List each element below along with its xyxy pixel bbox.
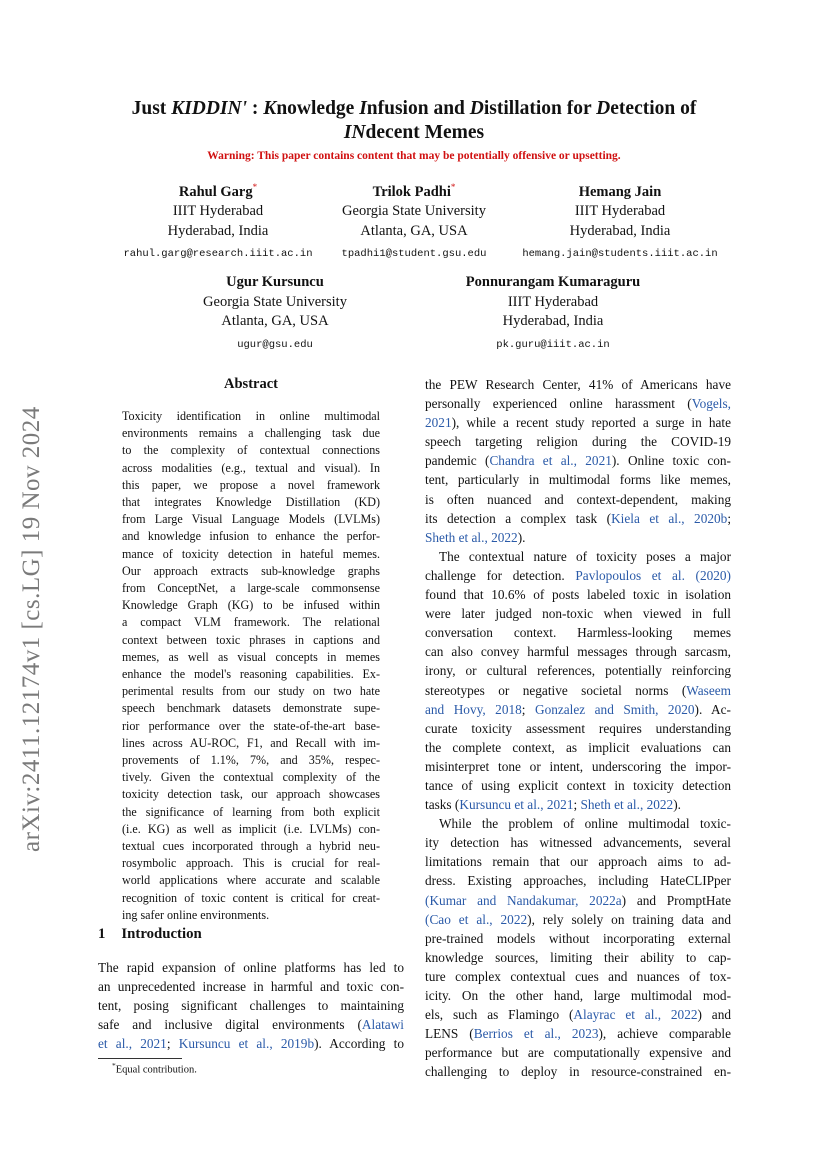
author-location: Hyderabad, India bbox=[569, 222, 671, 239]
text-run: were later judged non-toxic when viewed in full bbox=[425, 606, 731, 622]
text-run: ), while a recent study reported a surge in hate bbox=[451, 415, 731, 431]
text-line bbox=[425, 738, 731, 757]
text-run: ). bbox=[517, 529, 526, 545]
arxiv-identifier: arXiv:2411.12174v1 [cs.LG] 19 Nov 2024 bbox=[18, 406, 45, 852]
citation-link[interactable]: Kiela et al., 2020b bbox=[611, 510, 728, 526]
citation-link[interactable]: Alatawi bbox=[361, 1017, 404, 1033]
text-line bbox=[425, 413, 731, 432]
text-line bbox=[425, 642, 731, 661]
text-run: the complete context, as implicit evaluations can bbox=[425, 739, 731, 755]
citation-link[interactable]: Kursuncu et al., 2021 bbox=[459, 797, 574, 813]
abstract-line: mance of toxicity detection in hateful memes. bbox=[122, 546, 380, 561]
author-name: Ponnurangam Kumaraguru bbox=[465, 274, 641, 290]
abstract-line: a compact VLM framework. The relational bbox=[122, 615, 380, 630]
author-block-1: Rahul Garg* IIIT Hyderabad Hyderabad, India rahul.garg@research.iiit.ac.in bbox=[98, 178, 338, 265]
text-line bbox=[425, 776, 731, 795]
text-run: tance of using explicit context in toxicity detection bbox=[425, 777, 731, 793]
text-line bbox=[425, 585, 731, 604]
abstract-line: lines across AU-ROC, F1, and Recall with im- bbox=[122, 735, 380, 750]
text-line bbox=[425, 451, 731, 470]
abstract-line: this paper, we propose a novel framework bbox=[122, 477, 380, 492]
citation-link[interactable]: Sheth et al., 2022 bbox=[425, 529, 518, 545]
text-line bbox=[425, 394, 731, 413]
text-line bbox=[425, 891, 731, 910]
text-line bbox=[425, 490, 731, 509]
abstract-line: to the complexity of contextual connections bbox=[122, 443, 380, 458]
citation-link[interactable]: Berrios et al., 2023 bbox=[473, 1026, 599, 1042]
citation-link[interactable]: Waseem bbox=[686, 682, 731, 698]
citation-link[interactable]: Kursuncu et al., 2019b bbox=[178, 1036, 315, 1052]
text-run: ; bbox=[521, 701, 535, 717]
citation-link[interactable]: ( bbox=[425, 892, 430, 908]
text-line bbox=[425, 910, 731, 929]
text-run: The rapid expansion of online platforms has led to bbox=[98, 960, 404, 975]
author-name: Hemang Jain bbox=[578, 183, 662, 200]
text-line bbox=[425, 470, 731, 489]
citation-link[interactable]: Cao et al., 2022 bbox=[429, 911, 528, 927]
author-block-3 bbox=[500, 178, 740, 265]
author-block-4 bbox=[155, 273, 395, 355]
text-line bbox=[425, 1062, 731, 1081]
text-run: misinterpret tone or intent, underscoring the impor- bbox=[425, 758, 731, 774]
text-run: personally experienced online harassment ( bbox=[425, 396, 692, 412]
text-run: the PEW Research Center, 41% of Americans have bbox=[425, 377, 731, 392]
text-run: ; bbox=[727, 510, 732, 526]
text-run: ), rely solely on training data and bbox=[527, 911, 732, 927]
text-line bbox=[425, 795, 731, 814]
author-email: tpadhi1@student.gsu.edu bbox=[341, 248, 487, 261]
right-column-body bbox=[425, 375, 731, 1081]
author-block-5 bbox=[423, 273, 683, 355]
text-line bbox=[425, 814, 731, 833]
text-run: performance but are computationally expensive and bbox=[425, 1045, 731, 1061]
text-line bbox=[425, 681, 731, 700]
abstract-line: from Large Visual Language Models (LVLMs) bbox=[122, 512, 380, 527]
text-line bbox=[425, 528, 731, 547]
abstract-line: world applications where accurate and scalable bbox=[122, 873, 380, 888]
text-run: limitations remain that our approach aims to ad- bbox=[425, 854, 731, 870]
text-run: ) and bbox=[697, 1007, 732, 1023]
text-line bbox=[425, 623, 731, 642]
abstract-line: enhance the model's reasoning capabilities. Ex- bbox=[122, 667, 380, 682]
footnote: *Equal contribution. bbox=[112, 1061, 197, 1076]
text-line bbox=[425, 757, 731, 776]
text-line bbox=[425, 986, 731, 1005]
author-name: Ugur Kursuncu bbox=[226, 274, 324, 290]
text-line bbox=[425, 852, 731, 871]
text-run: ). According to bbox=[314, 1036, 404, 1052]
citation-link[interactable]: ( bbox=[425, 911, 430, 927]
citation-link[interactable]: Kumar and Nandakumar, 2022a bbox=[429, 892, 622, 908]
text-run: ; bbox=[573, 797, 581, 813]
author-location: Atlanta, GA, USA bbox=[221, 313, 329, 329]
abstract-line: context between toxic phrases in captions and bbox=[122, 632, 380, 647]
text-line bbox=[425, 929, 731, 948]
text-line bbox=[425, 967, 731, 986]
text-run: ). Online toxic con- bbox=[611, 453, 731, 469]
abstract-line: provements of 1.1%, 7%, and 35%, respec- bbox=[122, 753, 380, 768]
author-email: ugur@gsu.edu bbox=[237, 338, 313, 351]
author-affiliation: IIIT Hyderabad bbox=[172, 203, 264, 220]
citation-link[interactable]: Alayrac et al., 2022 bbox=[573, 1007, 698, 1023]
text-line bbox=[425, 1005, 731, 1024]
text-line bbox=[425, 833, 731, 852]
text-run: challenge for detection. bbox=[425, 567, 576, 583]
author-email: rahul.garg@research.iiit.ac.in bbox=[123, 248, 313, 261]
abstract-line: toxicity detection task, our approach showcases bbox=[122, 787, 380, 802]
text-run: curate toxicity assessment requires understanding bbox=[425, 720, 731, 736]
text-run: found that 10.6% of posts labeled toxic in isolation bbox=[425, 587, 731, 603]
text-line bbox=[425, 432, 731, 451]
text-line bbox=[425, 375, 731, 394]
abstract-line: from ConceptNet, a large-scale commonsense bbox=[122, 581, 380, 596]
author-block-2: Trilok Padhi* Georgia State University Atlanta, GA, USA tpadhi1@student.gsu.edu bbox=[294, 178, 534, 265]
author-name: Trilok Padhi bbox=[372, 183, 451, 200]
text-run: LENS ( bbox=[425, 1026, 474, 1042]
text-run: ). bbox=[673, 797, 681, 813]
citation-link[interactable]: Gonzalez and Smith, 2020 bbox=[534, 701, 695, 717]
text-run: tasks ( bbox=[425, 797, 460, 813]
text-run: ; bbox=[166, 1036, 179, 1052]
text-line bbox=[98, 977, 404, 996]
abstract-line: rosymbolic approach. This is crucial for real- bbox=[122, 856, 380, 871]
text-run: can also convey harmful messages through sarcasm, bbox=[425, 644, 731, 660]
text-line bbox=[425, 719, 731, 738]
abstract-line: recognition of toxic content is critical for creat- bbox=[122, 890, 380, 905]
text-line bbox=[425, 871, 731, 890]
text-run: tent, particularly in multimodal forms like memes, bbox=[425, 472, 731, 488]
author-affiliation: IIIT Hyderabad bbox=[574, 203, 666, 220]
abstract-line: the significance of learning from both explicit bbox=[122, 804, 380, 819]
abstract-line: tively. Given the contextual complexity of the bbox=[122, 770, 380, 785]
text-line bbox=[425, 1024, 731, 1043]
author-affiliation: Georgia State University bbox=[203, 293, 347, 310]
text-line bbox=[425, 1043, 731, 1062]
citation-link[interactable]: and Hovy, 2018 bbox=[425, 701, 522, 717]
abstract-line: memes, as well as visual concepts in memes bbox=[122, 649, 380, 664]
abstract-line: that integrates Knowledge Distillation (KD) bbox=[122, 495, 380, 510]
text-run: els, such as Flamingo ( bbox=[425, 1007, 574, 1023]
introduction-paragraph bbox=[98, 958, 404, 1053]
abstract-line: perimental results from our study on two hate bbox=[122, 684, 380, 699]
author-affiliation: Georgia State University bbox=[342, 203, 486, 220]
text-run: ). Ac- bbox=[694, 701, 731, 717]
author-location: Hyderabad, India bbox=[502, 313, 604, 329]
abstract-line: rior performance over the state-of-the-art base- bbox=[122, 718, 380, 733]
text-line bbox=[425, 509, 731, 528]
text-run: speech targeting religion during the COVID-19 bbox=[425, 434, 731, 450]
text-line bbox=[425, 661, 731, 680]
abstract-line: (i.e. KG) as well as implicit (i.e. LVLMs) con- bbox=[122, 821, 380, 836]
text-line bbox=[98, 1034, 404, 1053]
text-run: ), achieve comparable bbox=[598, 1026, 731, 1042]
author-email: pk.guru@iiit.ac.in bbox=[496, 338, 610, 351]
citation-link[interactable]: Sheth et al., 2022 bbox=[580, 797, 674, 813]
text-run: tent, posing significant challenges to maintaining bbox=[98, 998, 404, 1014]
text-line bbox=[98, 958, 404, 977]
abstract-body bbox=[122, 408, 380, 924]
text-run: conversation context. Harmless-looking memes bbox=[425, 625, 731, 641]
text-run: dress. Existing approaches, including HateCLIPper bbox=[425, 873, 731, 889]
text-run: is often nuanced and context-dependent, making bbox=[425, 491, 731, 507]
text-run: knowledge sources, limiting their ability to cap- bbox=[425, 949, 731, 965]
abstract-line: and knowledge infusion to enhance the perfor- bbox=[122, 529, 380, 544]
text-line bbox=[425, 547, 731, 566]
citation-link[interactable]: Vogels, bbox=[691, 396, 731, 412]
text-run: irony, or cultural references, potentially reinforcing bbox=[425, 663, 731, 679]
abstract-heading: Abstract bbox=[224, 376, 278, 392]
author-location: Atlanta, GA, USA bbox=[360, 222, 468, 239]
text-line bbox=[425, 566, 731, 585]
paper-title: Just KIDDIN' : Knowledge Infusion and Distillation for Detection of INdecent Memes bbox=[131, 98, 697, 143]
author-name: Rahul Garg bbox=[178, 183, 253, 200]
abstract-line: Knowledge Graph (KG) to be infused within bbox=[122, 598, 380, 613]
text-run: stereotypes or negative societal norms ( bbox=[425, 682, 687, 698]
content-warning: Warning: This paper contains content that may be potentially offensive or upsetting. bbox=[207, 150, 621, 162]
text-run: While the problem of online multimodal toxic- bbox=[439, 816, 731, 832]
text-run: pandemic ( bbox=[425, 453, 490, 469]
abstract-line: textual cues incorporated through a hybrid neu- bbox=[122, 839, 380, 854]
text-line bbox=[425, 604, 731, 623]
citation-link[interactable]: et al., 2021 bbox=[98, 1036, 167, 1052]
footnote-rule bbox=[98, 1058, 182, 1059]
citation-link[interactable]: Chandra et al., 2021 bbox=[489, 453, 612, 469]
abstract-line: Our approach extracts sub-knowledge graphs bbox=[122, 563, 380, 578]
text-line bbox=[425, 700, 731, 719]
citation-link[interactable]: Pavlopoulos et al. (2020) bbox=[575, 567, 731, 583]
text-run: pre-trained models without incorporating external bbox=[425, 930, 731, 946]
text-run: ture complex contextual cues and nuances of tox- bbox=[425, 968, 731, 984]
text-line bbox=[98, 1015, 404, 1034]
text-run: icity. On the other hand, large multimodal mod- bbox=[425, 988, 731, 1003]
abstract-line: across modalities (e.g., textual and visual). In bbox=[122, 460, 380, 475]
abstract-line: ing safer online environments. bbox=[122, 907, 270, 922]
text-run: challenging to deploy in resource-constrained en- bbox=[425, 1064, 731, 1080]
text-run: ity detection has witnessed advancements, several bbox=[425, 835, 731, 851]
abstract-line: Toxicity identification in online multimodal bbox=[122, 409, 380, 423]
author-email: hemang.jain@students.iiit.ac.in bbox=[522, 248, 718, 261]
abstract-line: speech benchmark datasets demonstrate supe- bbox=[122, 701, 380, 716]
text-run: its detection a complex task ( bbox=[425, 510, 612, 526]
text-run: an unprecedented increase in harmful and toxic con- bbox=[98, 979, 404, 995]
author-affiliation: IIIT Hyderabad bbox=[507, 293, 599, 310]
citation-link[interactable]: 2021 bbox=[425, 415, 452, 431]
section-heading-introduction: 1 Introduction bbox=[98, 926, 202, 942]
text-run: The contextual nature of toxicity poses a major bbox=[439, 548, 731, 564]
author-location: Hyderabad, India bbox=[167, 222, 269, 239]
text-run: ) and PromptHate bbox=[621, 892, 731, 908]
text-line bbox=[98, 996, 404, 1015]
text-line bbox=[425, 948, 731, 967]
abstract-line: environments remains a challenging task due bbox=[122, 426, 380, 441]
text-run: safe and inclusive digital environments ( bbox=[98, 1017, 362, 1033]
